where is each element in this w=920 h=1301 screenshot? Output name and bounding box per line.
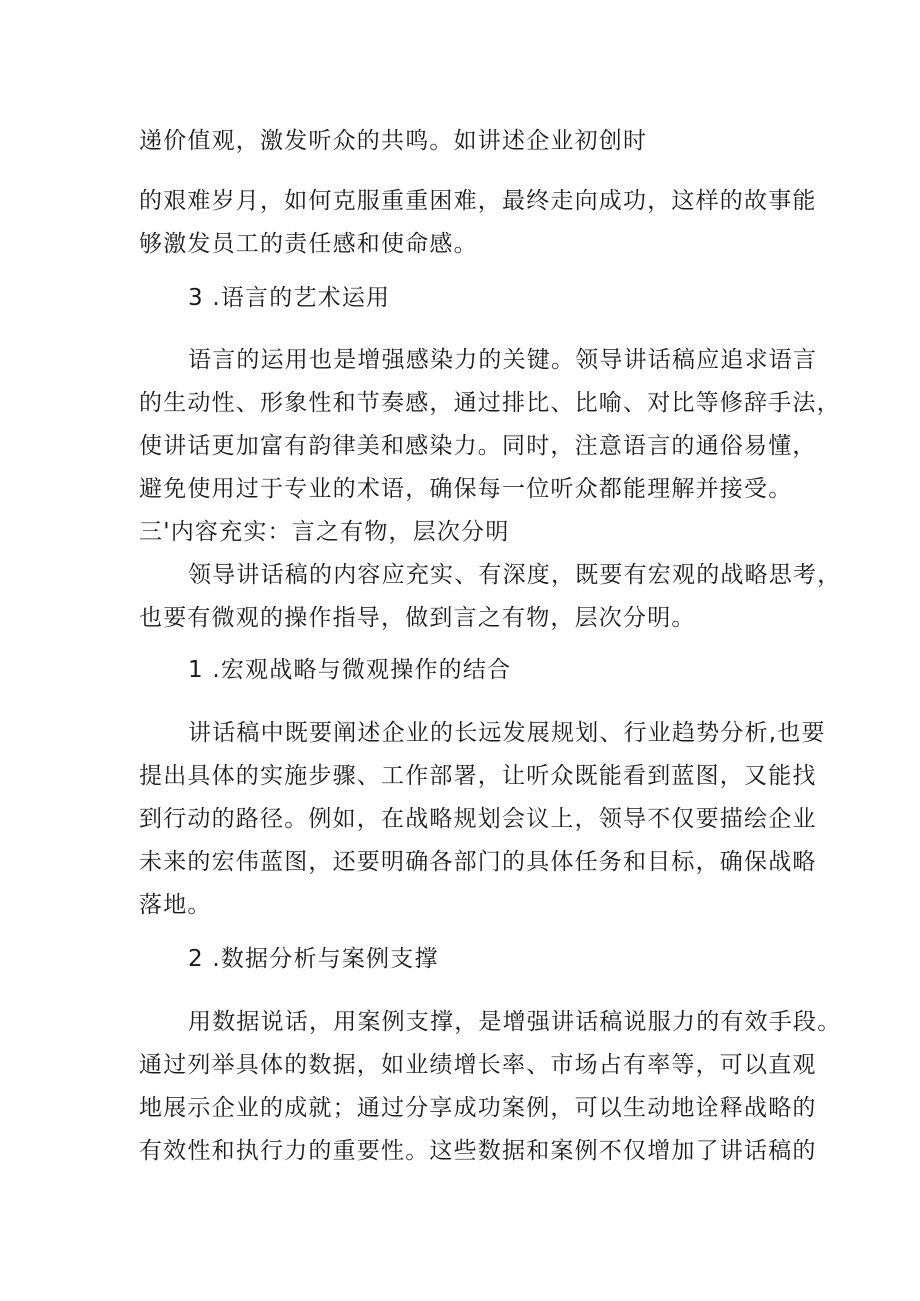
paragraph-line: 的生动性、形象性和节奏感，通过排比、比喻、对比等修辞手法，: [139, 390, 841, 416]
paragraph-line: 使讲话更加富有韵律美和感染力。同时，注意语言的通俗易懂，: [139, 433, 817, 459]
paragraph-line: 够激发员工的责任感和使命感。: [139, 231, 478, 257]
section-heading: 1 .宏观战略与微观操作的结合: [188, 657, 512, 683]
section-heading: 2 .数据分析与案例支撑: [188, 946, 439, 972]
paragraph-line: 用数据说话，用案例支撑，是增强讲话稿说服力的有效手段。: [188, 1009, 842, 1035]
paragraph-line: 语言的运用也是增强感染力的关键。领导讲话稿应追求语言: [188, 347, 818, 373]
paragraph-line: 有效性和执行力的重要性。这些数据和案例不仅增加了讲话稿的: [139, 1138, 817, 1164]
paragraph-line: 通过列举具体的数据，如业绩增长率、市场占有率等，可以直观: [139, 1052, 817, 1078]
paragraph-line: 提出具体的实施步骤、工作部署，让听众既能看到蓝图，又能找: [139, 763, 817, 789]
section-heading: 3 .语言的艺术运用: [188, 285, 391, 311]
paragraph-line: 未来的宏伟蓝图，还要明确各部门的具体任务和目标，确保战略: [139, 849, 817, 875]
paragraph-line: 也要有微观的操作指导，做到言之有物，层次分明。: [139, 605, 696, 631]
paragraph-line: 领导讲话稿的内容应充实、有深度，既要有宏观的战略思考，: [188, 562, 842, 588]
paragraph-line: 讲话稿中既要阐述企业的长远发展规划、行业趋势分析,也要: [188, 720, 826, 746]
paragraph-line: 地展示企业的成就；通过分享成功案例，可以生动地诠释战略的: [139, 1095, 817, 1121]
paragraph-line: 避免使用过于专业的术语，确保每一位听众都能理解并接受。: [139, 476, 793, 502]
paragraph-line: 到行动的路径。例如，在战略规划会议上，领导不仅要描绘企业: [139, 806, 817, 832]
chapter-heading: 三'内容充实：言之有物，层次分明: [139, 519, 510, 545]
paragraph-line: 落地。: [139, 892, 212, 918]
paragraph-line: 递价值观，激发听众的共鸣。如讲述企业初创时: [139, 128, 648, 154]
paragraph-line: 的艰难岁月，如何克服重重困难，最终走向成功，这样的故事能: [139, 188, 817, 214]
